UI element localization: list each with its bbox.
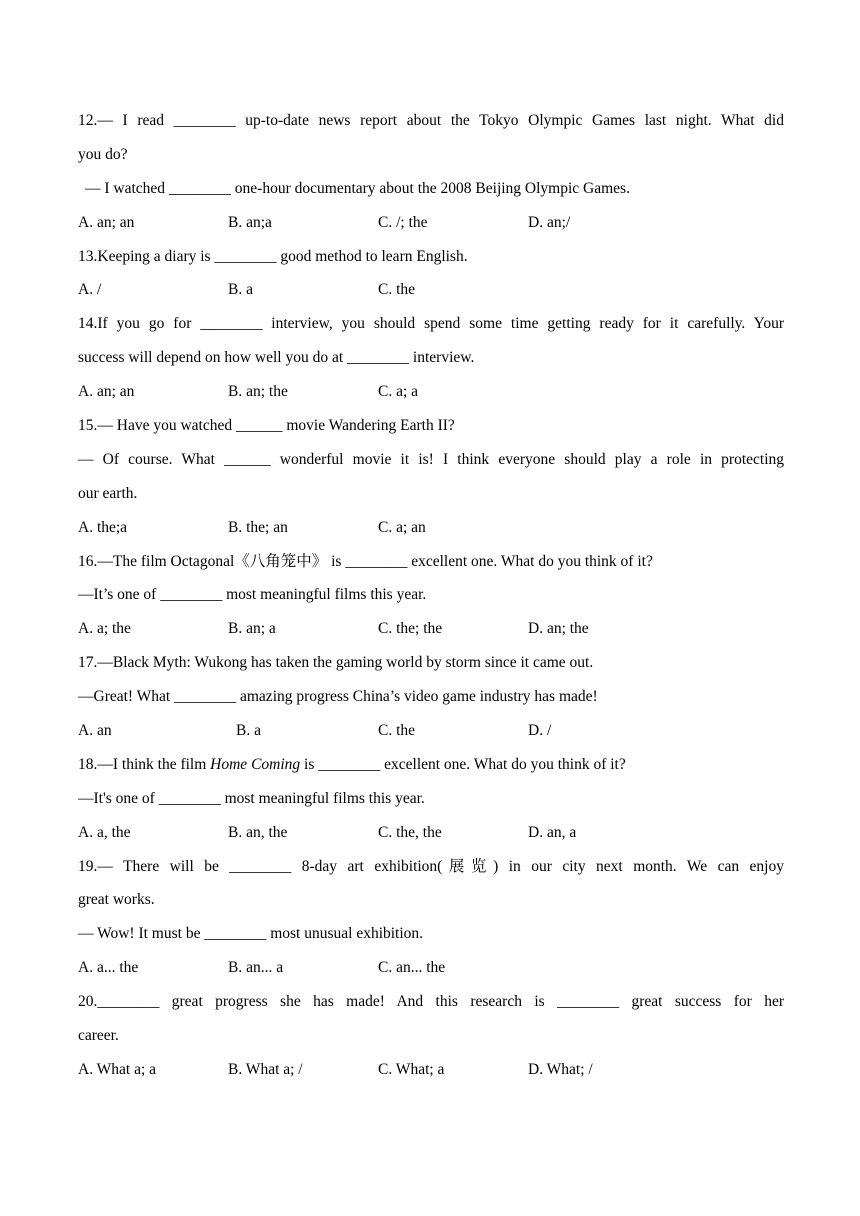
option-c: C. What; a (378, 1060, 445, 1078)
option-d: D. an, a (528, 823, 577, 841)
question-15-line-2: — Of course. What ______ wonderful movie it is! I think everyone should play a role in protecting (78, 450, 784, 468)
question-12-line-1: 12.— I read ________ up-to-date news report about the Tokyo Olympic Games last night. What did (78, 112, 784, 129)
option-d: D. an; the (528, 620, 589, 638)
question-18-line-1 (78, 748, 784, 782)
option-b: B. a (236, 722, 261, 740)
option-a: A. a, the (78, 823, 131, 841)
question-18-text-pre: 18.—I think the film (78, 755, 211, 773)
question-18-text-post: is ________ excellent one. What do you think of it? (300, 755, 626, 773)
option-c: C. a; an (378, 518, 426, 536)
question-17-options (78, 714, 784, 748)
option-a: A. the;a (78, 518, 128, 536)
question-19-options (78, 951, 784, 985)
question-15-line-3: our earth. (78, 484, 138, 502)
question-13-options (78, 273, 784, 307)
question-15-line-1: 15.— Have you watched ______ movie Wandering Earth II? (78, 417, 455, 435)
option-a: A. / (78, 281, 102, 299)
question-20-line-2: career. (78, 1027, 119, 1045)
question-12-line-3: — I watched ________ one-hour documentary about the 2008 Beijing Olympic Games. (85, 179, 630, 197)
option-c: C. a; a (378, 383, 419, 401)
option-b: B. an; the (228, 383, 288, 401)
question-14-line-1: 14.If you go for ________ interview, you should spend some time getting ready for it carefully. Your (78, 315, 784, 333)
option-d: D. / (528, 722, 552, 740)
option-c: C. the (378, 722, 416, 740)
question-16-line-2: —It’s one of ________ most meaningful films this year. (78, 586, 427, 604)
question-15-options (78, 511, 784, 545)
question-14-options (78, 375, 784, 409)
option-a: A. an; an (78, 383, 135, 401)
option-b: B. the; an (228, 518, 288, 536)
option-b: B. an;a (228, 213, 272, 231)
option-a: A. an (78, 722, 112, 740)
option-a: A. an; an (78, 213, 135, 231)
worksheet (78, 104, 784, 1087)
question-16-options (78, 612, 784, 646)
option-b: B. an... a (228, 959, 284, 977)
option-b: B. a (228, 281, 253, 299)
option-a: A. What a; a (78, 1060, 157, 1078)
question-14-line-2: success will depend on how well you do at ________ interview. (78, 349, 475, 367)
option-c: C. /; the (378, 213, 428, 231)
option-c: C. an... the (378, 959, 446, 977)
question-13-line-1: 13.Keeping a diary is ________ good method to learn English. (78, 247, 468, 265)
option-a: A. a... the (78, 959, 139, 977)
question-12-line-2: you do? (78, 145, 128, 163)
option-c: C. the (378, 281, 416, 299)
question-19-line-1: 19.— There will be ________ 8-day art exhibition(展览) in our city next month. We can enjoy (78, 857, 784, 875)
option-b: B. an, the (228, 823, 288, 841)
option-b: B. What a; / (228, 1060, 303, 1078)
option-d: D. What; / (528, 1060, 593, 1078)
question-18-line-2: —It's one of ________ most meaningful films this year. (78, 789, 425, 807)
option-a: A. a; the (78, 620, 131, 638)
question-17-line-1: 17.—Black Myth: Wukong has taken the gaming world by storm since it came out. (78, 654, 594, 672)
question-16-line-1: 16.—The film Octagonal《八角笼中》 is ________ excellent one. What do you think of it? (78, 552, 653, 570)
question-18-options (78, 816, 784, 850)
option-c: C. the, the (378, 823, 442, 841)
question-19-line-2: great works. (78, 891, 155, 909)
question-17-line-2: —Great! What ________ amazing progress China’s video game industry has made! (78, 688, 598, 706)
question-12-options (78, 206, 784, 240)
film-title: Home Coming (210, 755, 301, 773)
question-20-line-1: 20.________ great progress she has made! And this research is ________ great success for her (78, 993, 784, 1011)
option-b: B. an; a (228, 620, 276, 638)
option-c: C. the; the (378, 620, 443, 638)
option-d: D. an;/ (528, 213, 571, 231)
question-19-line-3: — Wow! It must be ________ most unusual exhibition. (78, 925, 424, 943)
question-20-options (78, 1053, 784, 1087)
